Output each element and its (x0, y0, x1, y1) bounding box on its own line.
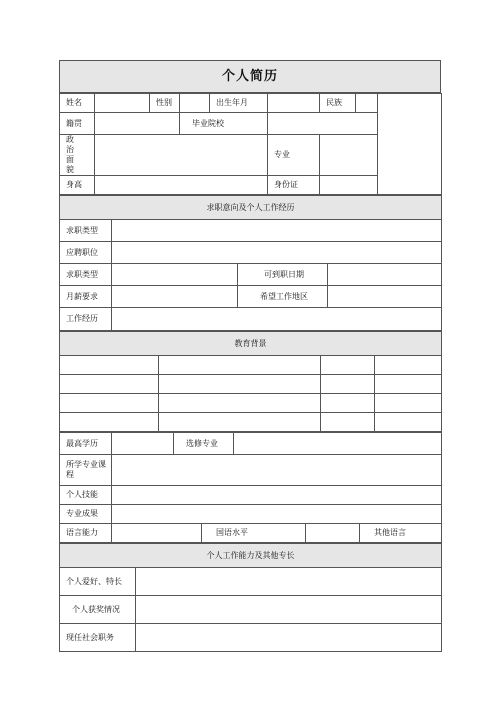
edu-cell[interactable] (159, 356, 321, 375)
ethnicity-field[interactable] (356, 94, 378, 113)
edu-cell[interactable] (321, 375, 375, 394)
results-label: 专业成果 (60, 505, 112, 524)
language-field[interactable] (112, 524, 202, 543)
school-label: 毕业院校 (180, 113, 268, 135)
job-type-field[interactable] (112, 220, 442, 242)
title-table (59, 60, 441, 93)
other-language-label: 其他语言 (360, 524, 442, 543)
political-label: 政治面貌 (60, 135, 95, 176)
gender-field[interactable] (180, 94, 210, 113)
hobbies-label: 个人爱好、特长 (60, 568, 136, 596)
hobbies-field[interactable] (136, 568, 442, 596)
birth-label: 出生年月 (210, 94, 268, 113)
section-ability-header: 个人工作能力及其他专长 (60, 544, 442, 568)
resume-form (59, 60, 441, 652)
gender-label: 性别 (150, 94, 180, 113)
section-job-header: 求职意向及个人工作经历 (60, 196, 442, 220)
awards-label: 个人获奖情况 (60, 596, 136, 624)
edu-cell[interactable] (321, 356, 375, 375)
education-table (59, 331, 442, 432)
salary-field[interactable] (112, 286, 238, 308)
region-label: 希望工作地区 (238, 286, 328, 308)
id-label: 身份证 (268, 176, 320, 195)
experience-label: 工作经历 (60, 308, 112, 331)
edu-cell[interactable] (321, 394, 375, 413)
ability-table (59, 543, 442, 652)
edu-cell[interactable] (375, 356, 442, 375)
courses-label: 所学专业课 程 (60, 455, 112, 486)
mandarin-field[interactable] (306, 524, 360, 543)
resume-title: 个人简历 (60, 61, 441, 93)
edu-cell[interactable] (159, 413, 321, 432)
edu-cell[interactable] (60, 394, 159, 413)
political-field[interactable] (95, 135, 268, 176)
job-type2-field[interactable] (112, 264, 238, 286)
height-field[interactable] (95, 176, 268, 195)
salary-label: 月薪要求 (60, 286, 112, 308)
edu-cell[interactable] (375, 375, 442, 394)
edu-cell[interactable] (60, 375, 159, 394)
edu-cell[interactable] (60, 356, 159, 375)
results-field[interactable] (112, 505, 442, 524)
edu-cell[interactable] (375, 413, 442, 432)
region-field[interactable] (328, 286, 442, 308)
position-field[interactable] (112, 242, 442, 264)
elective-field[interactable] (234, 433, 442, 455)
birth-field[interactable] (268, 94, 320, 113)
major-field[interactable] (320, 135, 378, 176)
social-position-field[interactable] (136, 624, 442, 652)
job-type2-label: 求职类型 (60, 264, 112, 286)
degree-label: 最高学历 (60, 433, 112, 455)
elective-label: 选修专业 (174, 433, 234, 455)
job-type-label: 求职类型 (60, 220, 112, 242)
experience-field[interactable] (112, 308, 442, 331)
courses-field[interactable] (112, 455, 442, 486)
ethnicity-label: 民族 (320, 94, 356, 113)
degree-field[interactable] (112, 433, 174, 455)
language-label: 语言能力 (60, 524, 112, 543)
awards-field[interactable] (136, 596, 442, 624)
native-label: 籍贯 (60, 113, 95, 135)
skills-field[interactable] (112, 486, 442, 505)
major-label: 专业 (268, 135, 320, 176)
name-field[interactable] (95, 94, 150, 113)
school-field[interactable] (268, 113, 378, 135)
name-label: 姓名 (60, 94, 95, 113)
native-field[interactable] (95, 113, 180, 135)
skills-label: 个人技能 (60, 486, 112, 505)
edu-cell[interactable] (159, 394, 321, 413)
job-table (59, 195, 442, 331)
edu-cell[interactable] (375, 394, 442, 413)
social-position-label: 现任社会职务 (60, 624, 136, 652)
id-field[interactable] (320, 176, 378, 195)
edu-cell[interactable] (60, 413, 159, 432)
personal-info-table (59, 93, 442, 195)
section-education-header: 教育背景 (60, 332, 442, 356)
mandarin-label: 国语水平 (202, 524, 306, 543)
qualification-table (59, 432, 442, 543)
height-label: 身高 (60, 176, 95, 195)
photo-box[interactable] (378, 94, 442, 195)
position-label: 应聘职位 (60, 242, 112, 264)
start-date-field[interactable] (328, 264, 442, 286)
start-date-label: 可到职日期 (238, 264, 328, 286)
edu-cell[interactable] (321, 413, 375, 432)
edu-cell[interactable] (159, 375, 321, 394)
